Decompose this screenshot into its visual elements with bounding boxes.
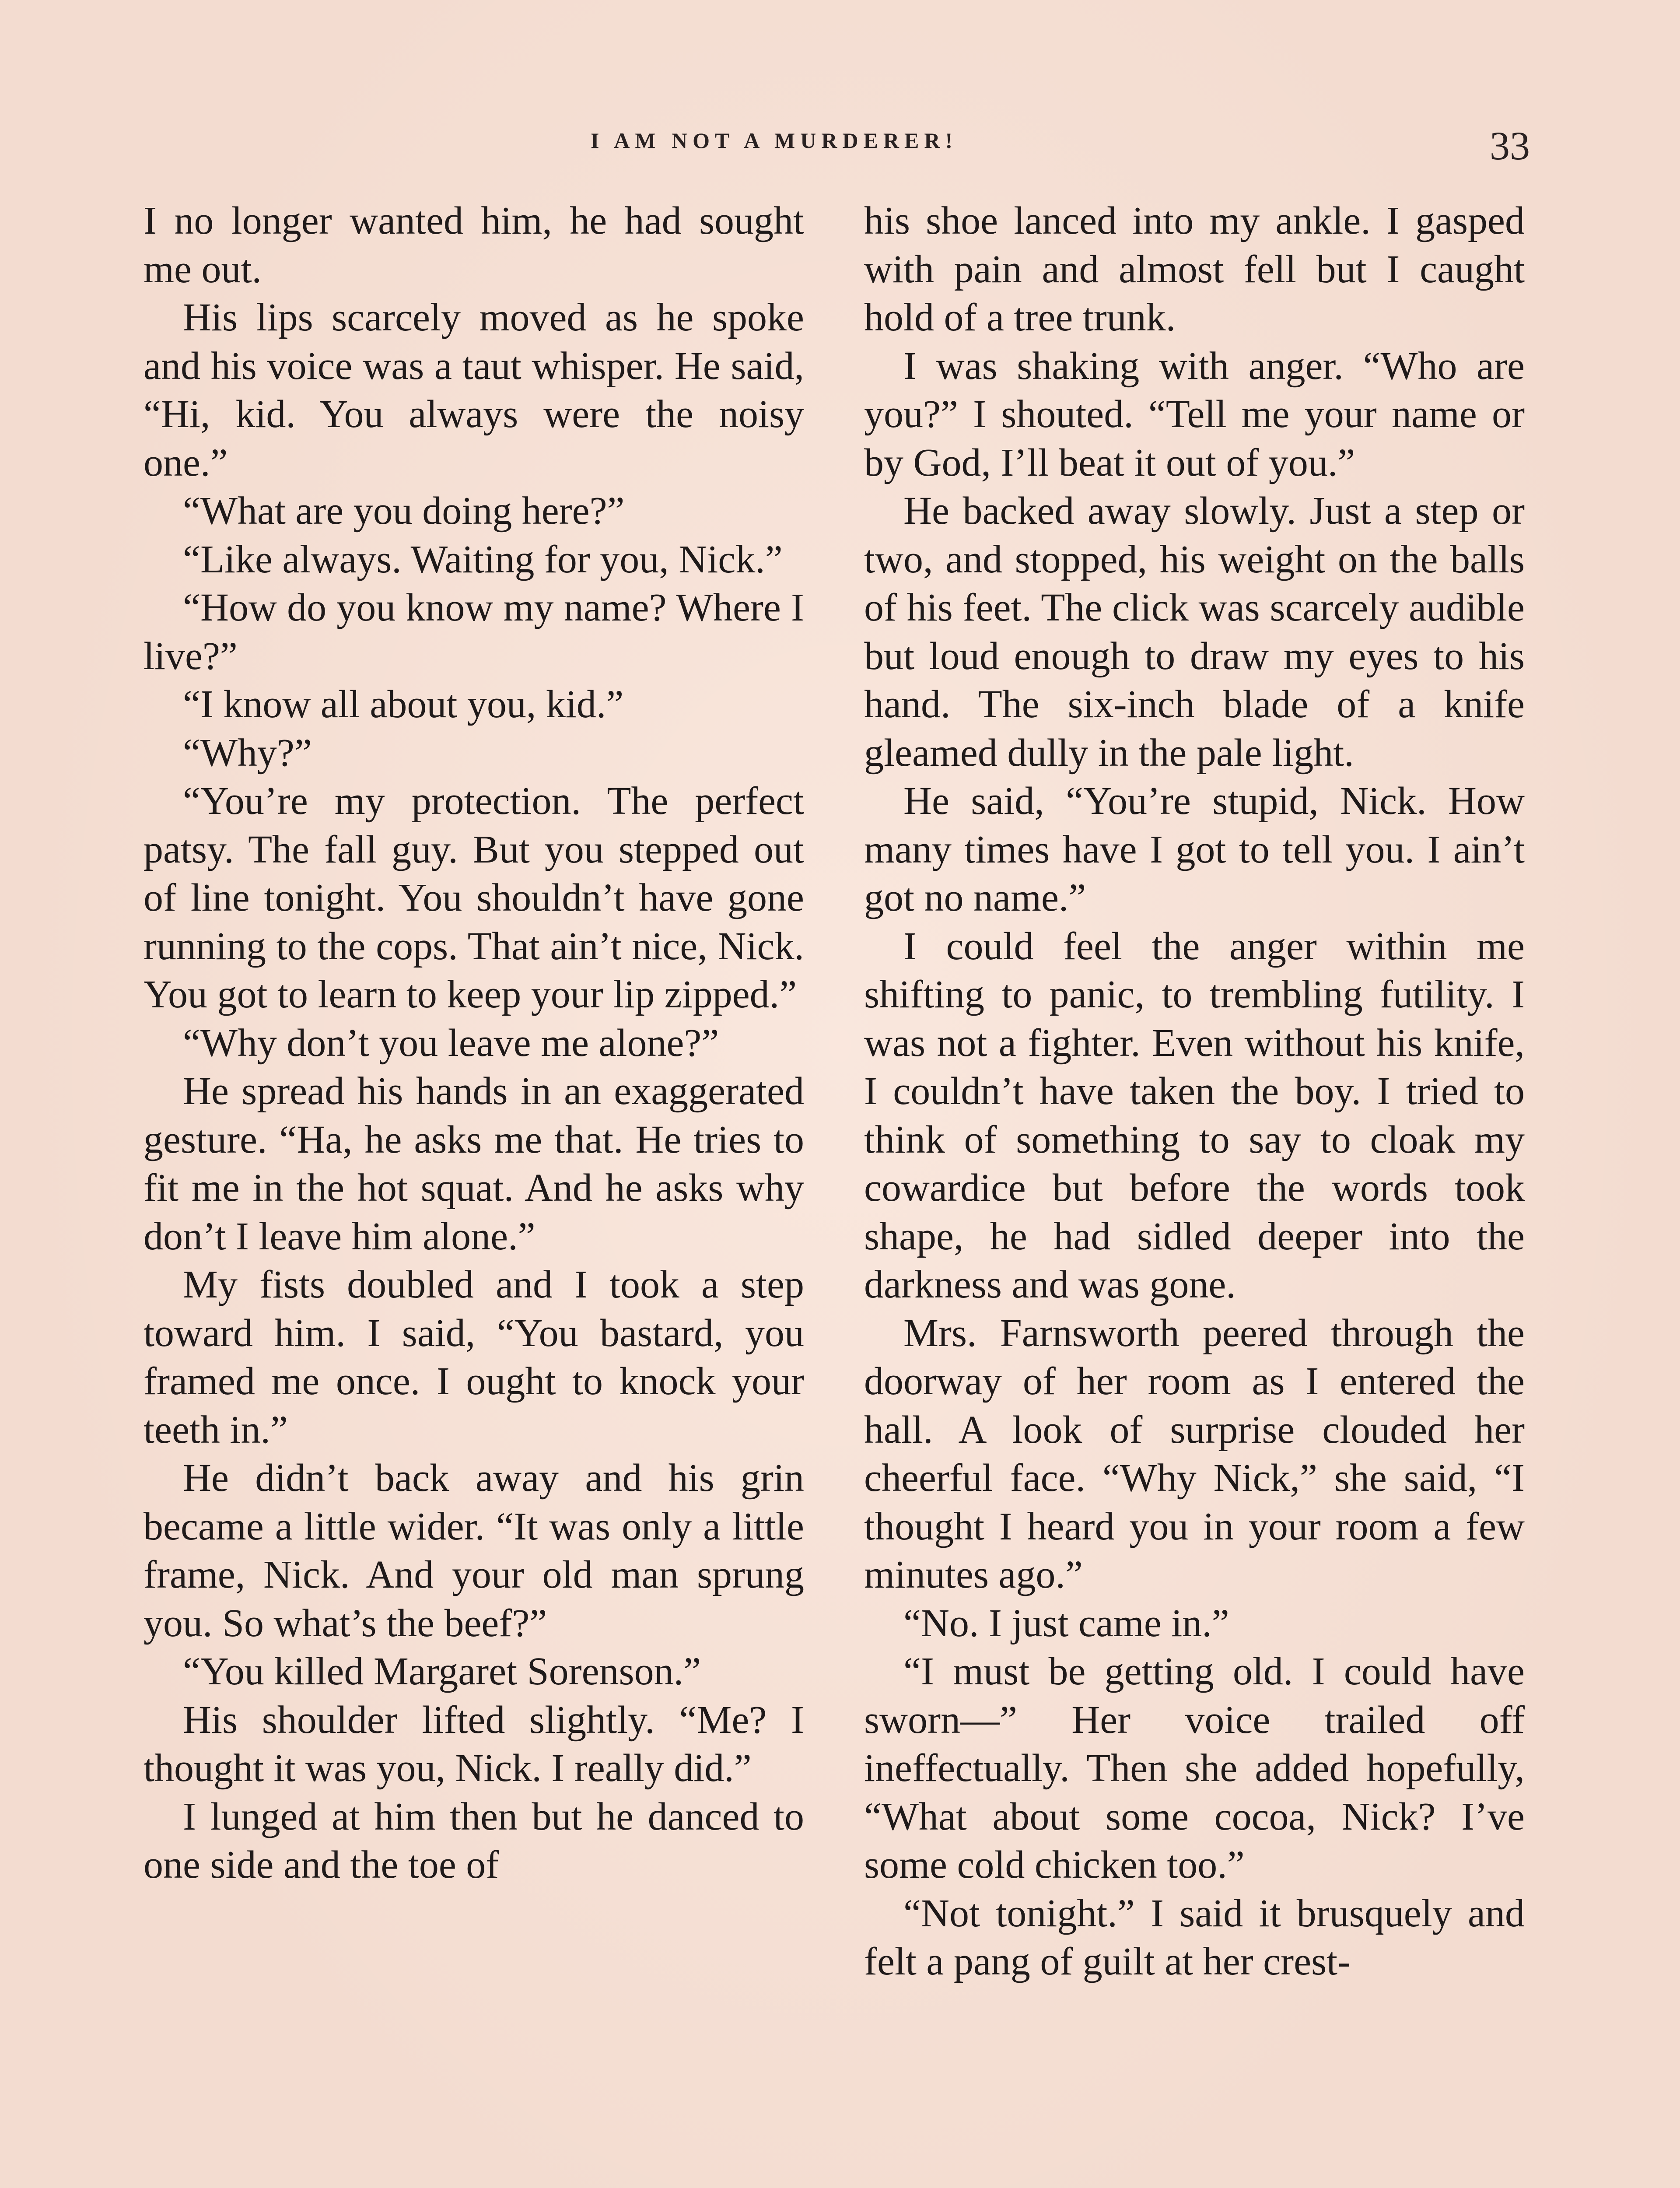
paragraph: “Not tonight.” I said it brusquely and felt a pang of guilt at her crest- xyxy=(864,1891,1525,1983)
paragraph: He said, “You’re stupid, Nick. How many times have I got to tell you. I ain’t got no name.” xyxy=(864,779,1525,919)
right-text-column xyxy=(864,197,1525,1986)
paragraph: “How do you know my name? Where I live?” xyxy=(144,586,804,678)
paragraph: His shoulder lifted slightly. “Me? I thought it was you, Nick. I really did.” xyxy=(144,1698,804,1790)
paragraph: “No. I just came in.” xyxy=(903,1601,1229,1645)
paragraph: I no longer wanted him, he had sought me out. xyxy=(144,199,804,291)
paragraph: My fists doubled and I took a step toward him. I said, “You bastard, you framed me once. I ought to knock your teeth in.” xyxy=(144,1263,804,1452)
paragraph: I was shaking with anger. “Who are you?” I shouted. “Tell me your name or by God, I’ll beat it out of you.” xyxy=(864,344,1525,484)
paragraph: “I know all about you, kid.” xyxy=(183,683,624,726)
page-number: 33 xyxy=(1490,123,1530,168)
paragraph: “Like always. Waiting for you, Nick.” xyxy=(183,537,783,581)
paragraph: Mrs. Farnsworth peered through the doorway of her room as I entered the hall. A look of surprise clouded her cheerful face. “Why Nick,” she said, “I thought I heard you in your room a few minutes ago.” xyxy=(864,1311,1525,1596)
paragraph: I could feel the anger within me shifting to panic, to trembling futility. I was not a fighter. Even without his knife, I couldn’t have taken the boy. I tried to think of something to say to cloak my cowardice but before the words took shape, he had sidled deeper into the darkness and was gone. xyxy=(864,924,1525,1306)
paragraph: “Why?” xyxy=(183,731,312,775)
left-text-column xyxy=(144,197,804,1890)
paragraph: “You’re my protection. The perfect patsy. The fall guy. But you stepped out of line tonight. You shouldn’t have gone running to the cops. That ain’t nice, Nick. You got to learn to keep your lip zipped.” xyxy=(144,779,804,1016)
paragraph: “What are you doing here?” xyxy=(183,489,625,533)
paragraph: He backed away slowly. Just a step or two, and stopped, his weight on the balls of his feet. The click was scarcely audible but loud enough to draw my eyes to his hand. The six-inch blade of a knife gleamed dully in the pale light. xyxy=(864,489,1525,775)
paragraph: “You killed Margaret Sorenson.” xyxy=(183,1650,701,1693)
paragraph: his shoe lanced into my ankle. I gasped with pain and almost fell but I caught hold of a tree trunk. xyxy=(864,199,1525,339)
paragraph: “Why don’t you leave me alone?” xyxy=(183,1021,719,1065)
paragraph: I lunged at him then but he danced to one side and the toe of xyxy=(144,1795,804,1886)
paragraph: His lips scarcely moved as he spoke and his voice was a taut whisper. He said, “Hi, kid. You always were the noisy one.” xyxy=(144,296,804,484)
running-title: I AM NOT A MURDERER! xyxy=(591,128,958,153)
paragraph: He spread his hands in an exaggerated gesture. “Ha, he asks me that. He tries to fit me in the hot squat. And he asks why don’t I leave him alone.” xyxy=(144,1069,804,1258)
paragraph: He didn’t back away and his grin became a little wider. “It was only a little frame, Nick. And your old man sprung you. So what’s the beef?” xyxy=(144,1456,804,1645)
paragraph: “I must be getting old. I could have sworn—” Her voice trailed off ineffectually. Then she added hopefully, “What about some cocoa, Nick? I’ve some cold chicken too.” xyxy=(864,1650,1525,1886)
